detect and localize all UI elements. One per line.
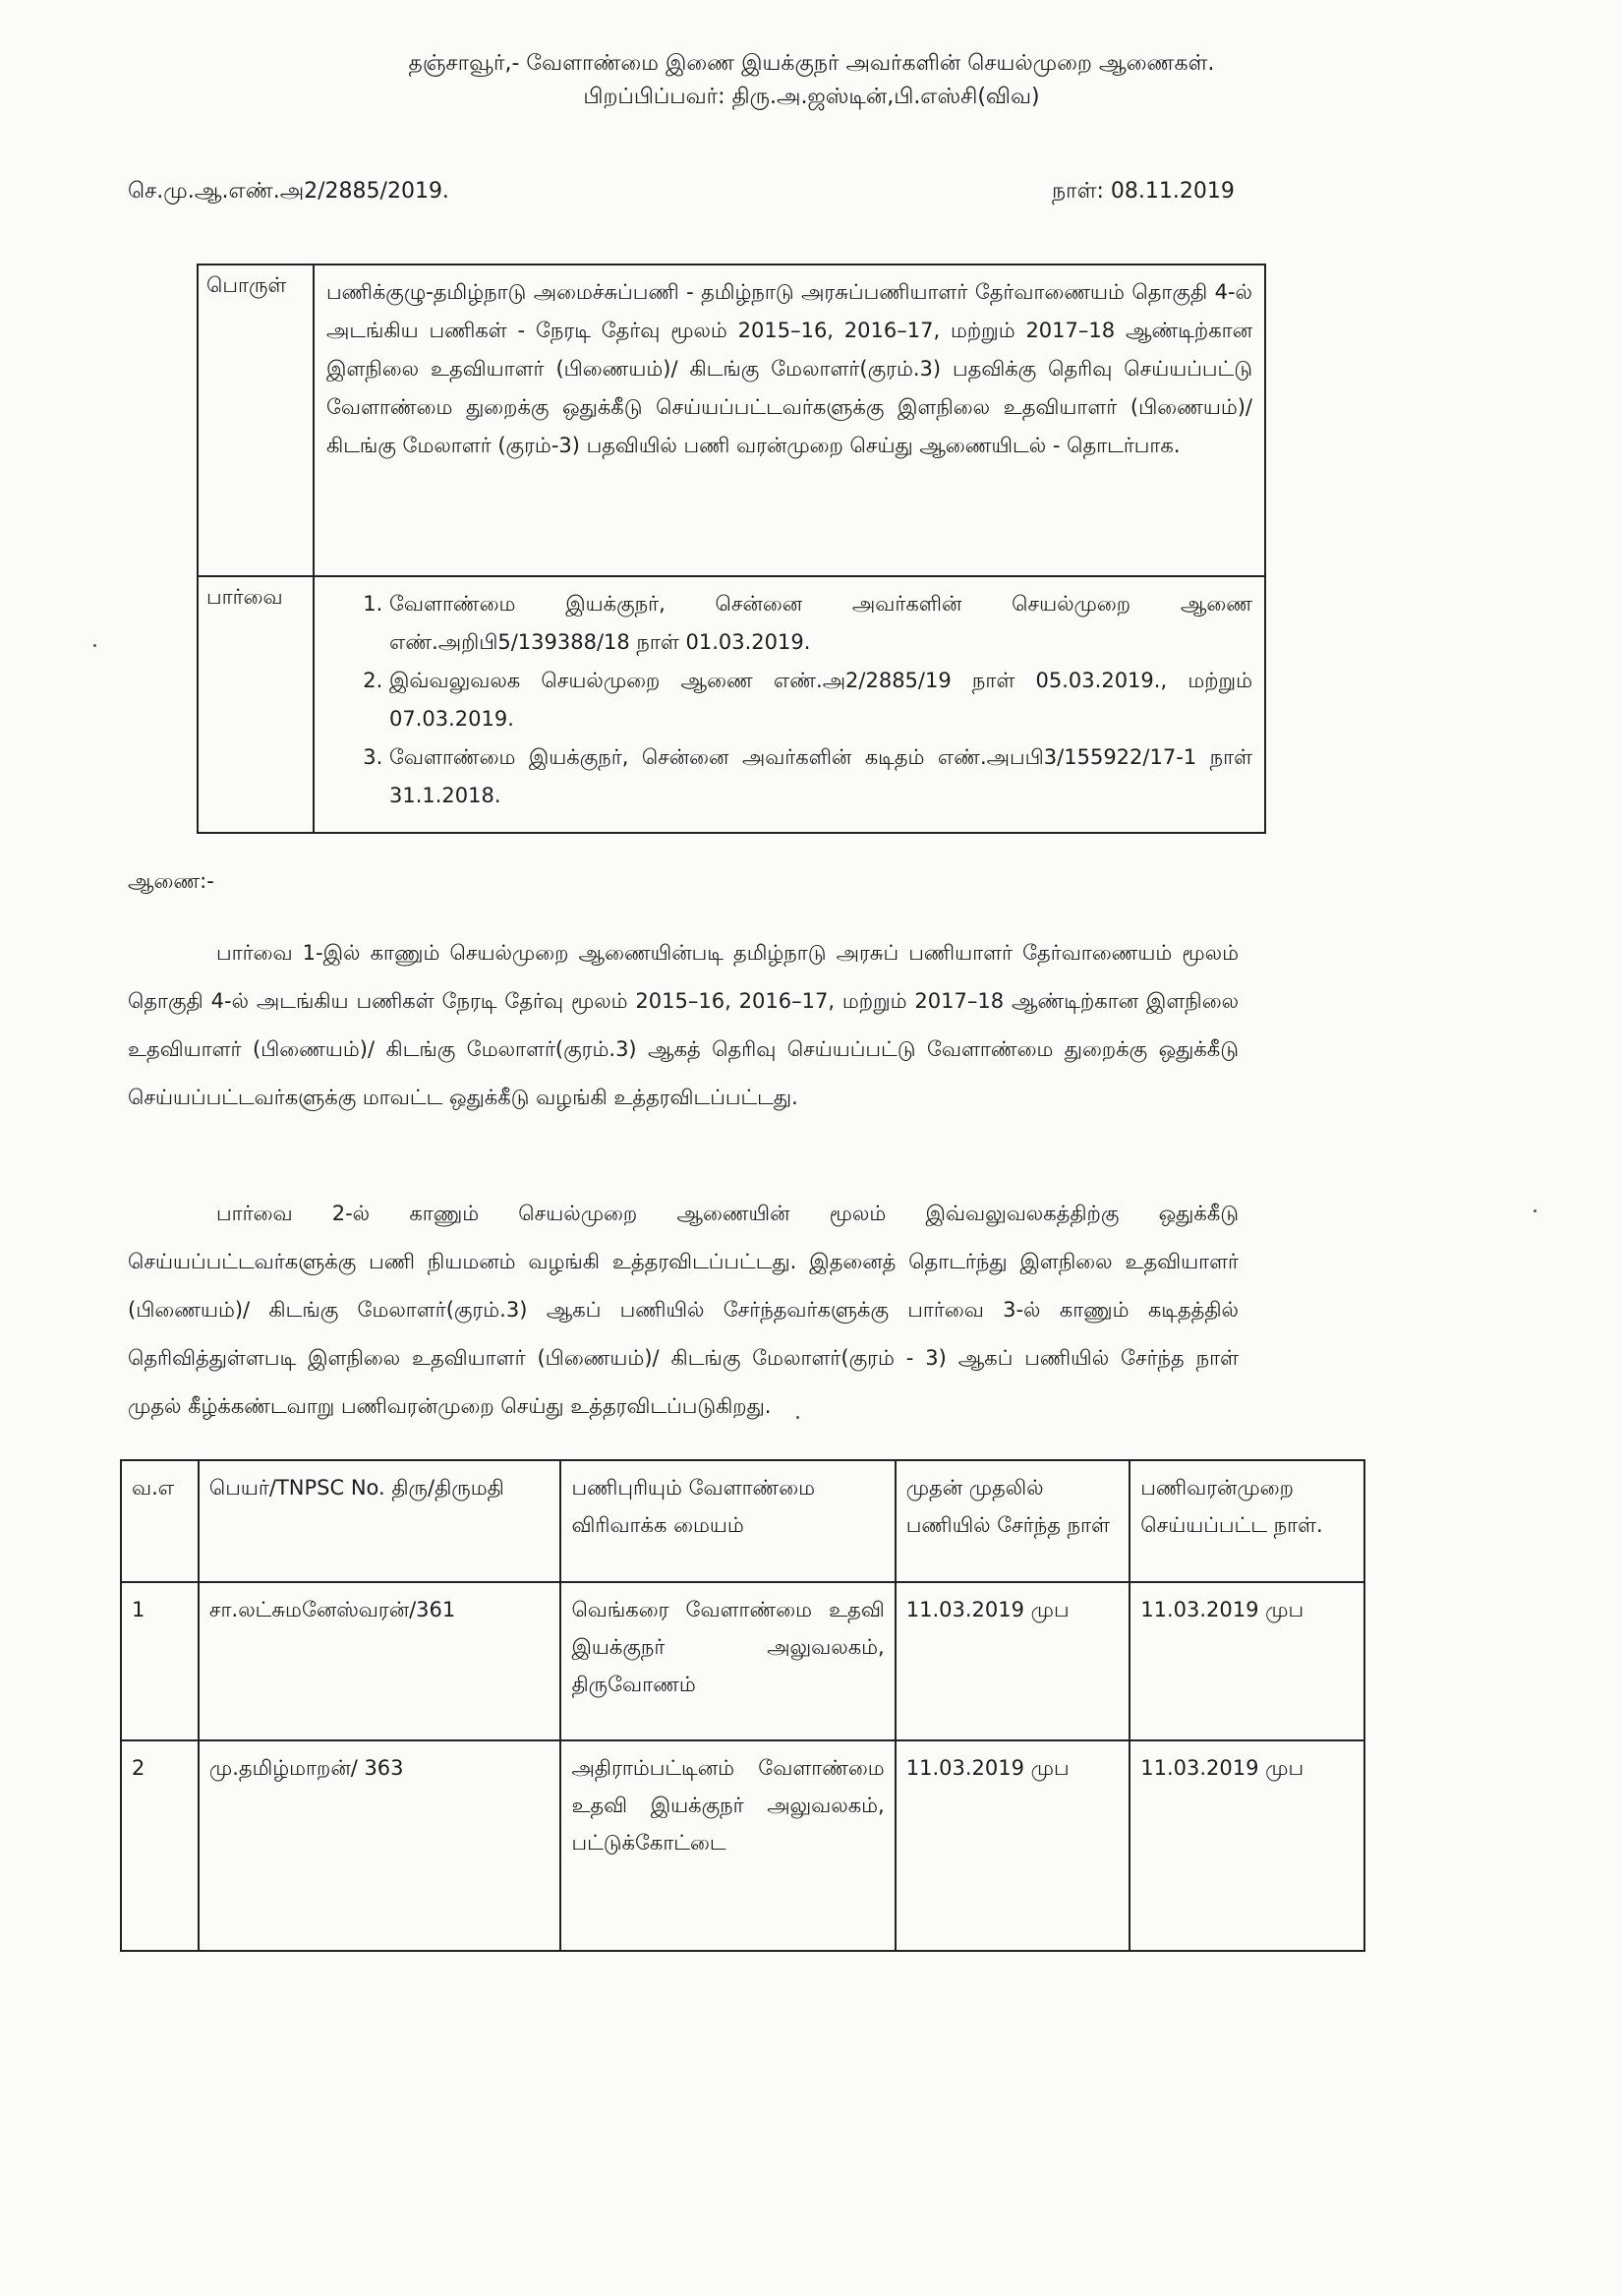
references-row (199, 577, 1264, 832)
issuer-line: பிறப்பிப்பவர்: திரு.அ.ஜஸ்டின்,பி.எஸ்சி(விவ) (583, 85, 1040, 109)
subject-text: பணிக்குழு-தமிழ்நாடு அமைச்சுப்பணி - தமிழ்நாடு அரசுப்பணியாளர் தேர்வாணையம் தொகுதி 4-ல் அடங்கிய பணிகள் - நேரடி தேர்வு மூலம் 2015–16, 2016–17, மற்றும் 2017–18 ஆண்டிற்கான இளநிலை உதவியாளர் (பிணையம்)/ கிடங்கு மேலாளர்(குரம்.3) பதவிக்கு தெரிவு செய்யப்பட்டு வேளாண்மை துறைக்கு ஒதுக்கீடு செய்யப்பட்டவர்களுக்கு இளநிலை உதவியாளர் (பிணையம்)/கிடங்கு மேலாளர் (குரம்-3) பதவியில் பணி வரன்முறை செய்து ஆணையிடல் - தொடர்பாக. (326, 280, 1252, 457)
table-row (121, 1740, 1364, 1951)
regularisation-table (120, 1459, 1365, 1952)
cell-office: அதிராம்பட்டினம் வேளாண்மை உதவி இயக்குநர் அலுவலகம், பட்டுக்கோட்டை (560, 1740, 895, 1951)
cell-serial: 2 (121, 1740, 199, 1951)
order-label: ஆணை:- (128, 869, 214, 893)
table-header-row (121, 1460, 1364, 1582)
cell-joining-date: 11.03.2019 முப (896, 1740, 1130, 1951)
header-name: பெயர்/TNPSC No. திரு/திருமதி (199, 1460, 561, 1582)
scan-speck (1534, 1209, 1536, 1212)
table-row (121, 1582, 1364, 1740)
paragraph-2: பார்வை 2-ல் காணும் செயல்முறை ஆணையின் மூலம் இவ்வலுவலகத்திற்கு ஒதுக்கீடு செய்யப்பட்டவர்களுக்கு பணி நியமனம் வழங்கி உத்தரவிடப்பட்டது. இதனைத் தொடர்ந்து இளநிலை உதவியாளர் (பிணையம்)/ கிடங்கு மேலாளர்(குரம்.3) ஆகப் பணியில் சேர்ந்தவர்களுக்கு பார்வை 3-ல் காணும் கடிதத்தில் தெரிவித்துள்ளபடி இளநிலை உதவியாளர் (பிணையம்)/ கிடங்கு மேலாளர்(குரம் - 3) ஆகப் பணியில் சேர்ந்த நாள் முதல் கீழ்க்கண்டவாறு பணிவரன்முறை செய்து உத்தரவிடப்படுகிறது. (128, 1202, 1239, 1418)
cell-name: சா.லட்சுமனேஸ்வரன்/361 (199, 1582, 561, 1740)
reference-item: 3. வேளாண்மை இயக்குநர், சென்னை அவர்களின் கடிதம் எண்.அபபி3/155922/17-1 நாள் 31.1.2018. (389, 738, 1252, 815)
header-office: பணிபுரியும் வேளாண்மை விரிவாக்க மையம் (560, 1460, 895, 1582)
cell-regularised-date: 11.03.2019 முப (1130, 1740, 1364, 1951)
references-label: பார்வை (199, 577, 315, 832)
header-serial: வ.எ (121, 1460, 199, 1582)
subject-label: பொருள் (199, 265, 315, 575)
references-list (326, 585, 1252, 815)
cell-regularised-date: 11.03.2019 முப (1130, 1582, 1364, 1740)
cell-office: வெங்கரை வேளாண்மை உதவி இயக்குநர் அலுவலகம், திருவோணம் (560, 1582, 895, 1740)
subject-row (199, 265, 1264, 577)
cell-name: மு.தமிழ்மாறன்/ 363 (199, 1740, 561, 1951)
document-title: தஞ்சாவூர்,- வேளாண்மை இணை இயக்குநர் அவர்களின் செயல்முறை ஆணைகள். (408, 51, 1215, 76)
paragraph-1: பார்வை 1-இல் காணும் செயல்முறை ஆணையின்படி தமிழ்நாடு அரசுப் பணியாளர் தேர்வாணையம் மூலம் தொகுதி 4-ல் அடங்கிய பணிகள் நேரடி தேர்வு மூலம் 2015–16, 2016–17, மற்றும் 2017–18 ஆண்டிற்கான இளநிலை உதவியாளர் (பிணையம்)/ கிடங்கு மேலாளர்(குரம்.3) ஆகத் தெரிவு செய்யப்பட்டு வேளாண்மை துறைக்கு ஒதுக்கீடு செய்யப்பட்டவர்களுக்கு மாவட்ட ஒதுக்கீடு வழங்கி உத்தரவிடப்பட்டது. (128, 941, 1239, 1109)
reference-number: செ.மு.ஆ.எண்.அ2/2885/2019. (128, 179, 449, 204)
subject-reference-box (197, 264, 1266, 834)
reference-item: 2. இவ்வலுவலக செயல்முறை ஆணை எண்.அ2/2885/19 நாள் 05.03.2019., மற்றும் 07.03.2019. (389, 662, 1252, 738)
scan-speck (93, 644, 96, 647)
header-joining-date: முதன் முதலில் பணியில் சேர்ந்த நாள் (896, 1460, 1130, 1582)
cell-joining-date: 11.03.2019 முப (896, 1582, 1130, 1740)
cell-serial: 1 (121, 1582, 199, 1740)
header-regularised-date: பணிவரன்முறை செய்யப்பட்ட நாள். (1130, 1460, 1364, 1582)
reference-item: 1. வேளாண்மை இயக்குநர், சென்னை அவர்களின் செயல்முறை ஆணை எண்.அறிபி5/139388/18 நாள் 01.03.2019. (389, 585, 1252, 662)
order-date: நாள்: 08.11.2019 (1052, 179, 1235, 204)
scan-speck (796, 1416, 799, 1419)
references-list-container (315, 577, 1264, 832)
